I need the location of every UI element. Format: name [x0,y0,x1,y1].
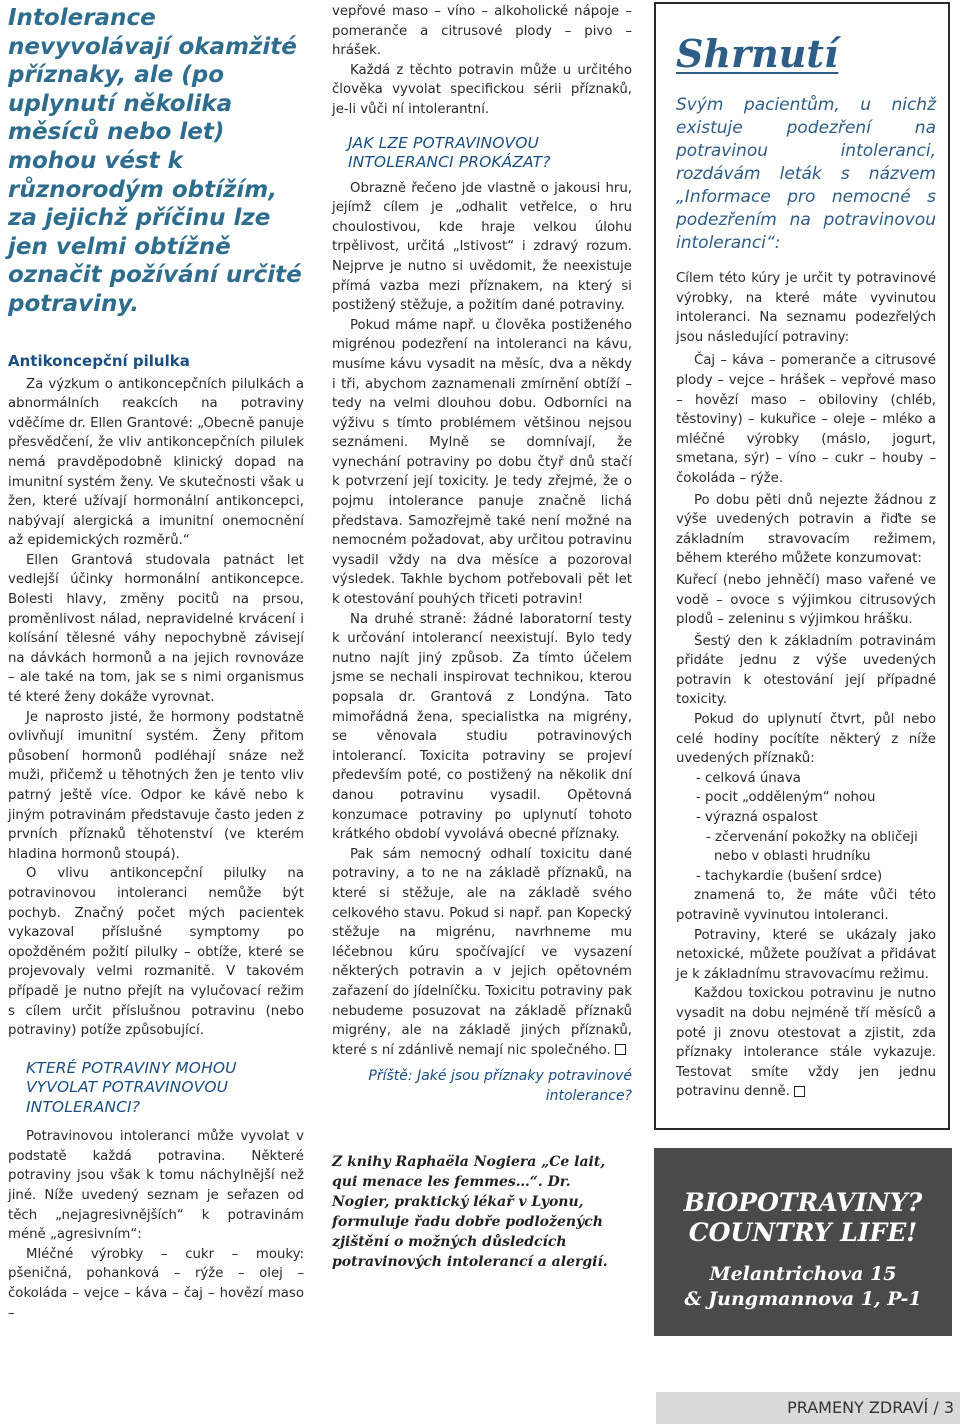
paragraph: Je naprosto jisté, že hormony podstatně ovlivňují imunitní systém. Ženy přitom působení hormonů podléhají snáze než muži, přičemž u těhotných žen je tento vliv patrný ještě více. Odpor ke kávě nebo k jiným potravinám představuje často jeden z prvních příznaků těhotenství (ve kterém hladina hormonů stoupá). [8,709,304,862]
section-heading-which-foods: KTERÉ POTRAVINY MOHOU VYVOLAT POTRAVINOVOU INTOLERANCI? [26,1058,237,1116]
paragraph [332,845,632,1061]
section-heading-contraceptive: Antikoncepční pilulka [8,351,190,370]
paragraph: Kuřecí (nebo jehněčí) maso vařené ve vodě – ovoce s výjimkou citrusových plodů – zeleninu s výjimkou hrášku. [676,572,936,628]
paragraph: Šestý den k základním potravinám přidáte jednu z výše uvedených potravin k otestování její případné toxicity. [676,633,936,708]
advertisement-box [654,1148,952,1336]
column-middle [332,0,632,1272]
list-item: - tachykardie (bušení srdce) [696,868,883,884]
summary-title: Shrnutí [676,31,839,76]
list-item: - výrazná ospalost [696,810,818,826]
ad-address [654,1248,952,1312]
list-item: - celková únava [696,770,801,786]
summary-lead: Svým pacientům, u nichž existuje podezření na potravinou intoleranci, rozdávám leták s názvem „Informace pro nemocné s podezřením na potravinovou intoleranci“: [676,95,936,253]
book-source-note: Z knihy Raphaëla Nogiera „Ce lait, qui menace les femmes…“. Dr. Nogier, praktický lékař v Lyonu, formuluje řadu dobře podložených zjištění o možných důsledcích potravinových intolerancí a alergií. [332,1154,608,1271]
summary-box [654,2,950,1130]
paragraph: Ellen Grantová studovala patnáct let vedlejší účinky hormonální antikoncepce. Bolesti hlavy, změny pocitů na prsou, proměnlivost nálad, nepravidelné krvácení i kolísání tělesné váhy nepochybně závisejí na dávkách hormonů a na jejich rovnováze – ale také na tom, jak se s nimi organismus té které ženy dokáže vyrovnat. [8,552,304,706]
page-footer-label: PRAMENY ZDRAVÍ / 3 [787,1398,954,1417]
end-mark-icon [794,1086,805,1097]
symptom-list [696,769,936,887]
ad-headline [654,1148,952,1248]
ad-line-1: BIOPOTRAVINY? [683,1188,923,1217]
column-left [8,0,304,1323]
ad-line-3: Melantrichova 15 [709,1263,897,1285]
paragraph: znamená to, že máte vůči této potravině vyvinutou intoleranci. [676,888,936,923]
paragraph: Pokud máme např. u člověka postiženého migrénou podezření na intoleranci na kávu, musíme kávu vysadit na měsíc, dva a někdy i tři, abychom zaznamenali zmírnění obtíží – tedy na velmi dlouhou dobu. Odborníci na výživu s tímto problémem většinou nejsou seznámeni. Mylně se domnívají, že vynechání potraviny po dobu čtyř dnů stačí k potvrzení její toxicity. Je tedy zřejmé, že o pojmu intolerance panuje značně lichá představa. Samozřejmě také není možné na nemocném požadovat, aby určitou potravinu vysadil vždy na dva měsíce a pozoroval výsledek. Takhle bychom potřebovali pět let k otestování pouhých třiceti potravin! [332,317,632,608]
paragraph: O vlivu antikoncepční pilulky na potravinovou intoleranci nemůže být pochyb. Značný počet mých pacientek vykazoval příslušné symptomy po opožděném požití pilulky – obtíže, které se projevovaly velmi rozmanitě. V takovém případě je nutno přejít na vylučovací režim s cílem určit příslušnou potravinu (nebo potraviny) potíže způsobující. [8,866,304,1039]
paragraph: Obrazně řečeno jde vlastně o jakousi hru, jejímž cílem je „odhalit vetřelce, o hru choulostivou, kde hraje velkou úlohu trpělivost, určitá „lstivost“ i zdravý rozum. Nejprve je nutno si uvědomit, že neexistuje přímá vazba mezi příznakem, na který si postižený stěžuje, a požitím dané potraviny. [332,180,632,314]
paragraph: Pokud do uplynutí čtvrt, půl nebo celé hodiny pocítíte některý z níže uvedených příznaků: [676,712,936,767]
paragraph: Mléčné výrobky – cukr – mouky: pšeničná, pohanková – rýže – olej – čokoláda – vejce – káva – čaj – hovězí maso – [8,1246,304,1321]
intro-lead: Intolerance nevyvolávají okamžité příznaky, ale (po uplynutí několika měsíců nebo let) mohou vést k různorodým obtížím, za jejichž příčinu lze jen velmi obtížně označit požívání určité potraviny. [8,5,302,317]
paragraph: Potraviny, které se ukázaly jako netoxické, můžete používat a přidávat je k základnímu stravovacímu režimu. [676,927,936,982]
section-heading-how-to-prove: JAK LZE POTRAVINOVOU INTOLERANCI PROKÁZAT? [348,133,551,172]
next-issue-note: Příště: Jaké jsou příznaky potravinové intolerance? [368,1068,632,1105]
list-item: - pocit „odděleným“ nohou [696,790,876,806]
paragraph [676,984,936,1102]
page-footer [656,1392,960,1424]
list-item: - zčervenání pokožky na obličeji nebo v oblasti hrudníku [706,829,918,865]
paragraph: Čaj – káva – pomeranče a citrusové plody – vejce – hrášek – vepřové maso – hovězí maso – obiloviny (chléb, těstoviny) – kukuřice – oleje – mléko a mléčné výrobky (máslo, jogurt, smetana, sýr) – víno – cukr – houby – čokoláda – rýže. [676,353,936,486]
ad-line-2: COUNTRY LIFE! [688,1218,918,1247]
end-mark-icon [615,1044,626,1055]
paragraph: Na druhé straně: žádné laboratorní testy k určování intolerancí neexistují. Bylo tedy nutno najít jiný způsob. Za tímto účelem jsme se nechali inspirovat technikou, kterou popsala dr. Grantová z Londýna. Tato mimořádná žena, specialistka na migrény, se věnovala studiu potravinových intolerancí. Toxicita potraviny se projeví především poté, co postižený na několik dní danou potravinu vysadil. Opětovná konzumace potraviny po uplynutí tohoto krátkého období vyvolává obecné příznaky. [332,611,632,843]
paragraph-text: Pak sám nemocný odhalí toxicitu dané potraviny, a to ne na základě příznaků, na které si stěžuje, ale na základě svého celkového stavu. Pokud si např. pan Kopecký stěžuje na migrénu, navrhneme mu léčebnou kúru spočívající ve vysazení některých potravin a v jejich opětovném zařazení do jídelníčku. Toxicitu potraviny pak nebudeme posuzovat na základě příznaků migrény, ale na základě jiných příznaků, které s ní zdánlivě nemají nic společného. [332,846,632,1058]
ad-line-4: & Jungmannova 1, P-1 [684,1288,922,1310]
paragraph: Potravinovou intoleranci může vyvolat v podstatě každá potravina. Některé potraviny jsou však k tomu náchylnější než jiné. Níže uvedený seznam je seřazen od těch „nejagresivnějších“ k potravinám méně „agresivním“: [8,1129,304,1243]
paragraph: Po dobu pěti dnů nejezte žádnou z výše uvedených potravin a řiďte se základním stravovacím režimem, během kterého můžete konzumovat: [676,492,936,567]
paragraph-text: Každou toxickou potravinu je nutno vysadit na dobu nejméně tří měsíců a poté ji znovu otestovat a zjistit, zda příznaky intolerance stále vykazuje. Testovat smíte vždy jen jednu potravinu denně. [676,986,936,1100]
paragraph: Cílem této kúry je určit ty potravinové výrobky, na které máte vyvinutou intoleranci. Na seznamu podezřelých jsou následující potraviny: [676,271,936,345]
paragraph: vepřové maso – víno – alkoholické nápoje – pomeranče a citrusové plody – pivo – hrášek. [332,4,632,59]
paragraph: Za výzkum o antikoncepčních pilulkách a abnormálních reakcích na potraviny vděčíme dr. Ellen Grantové: „Obecně panuje přesvědčení, že vliv antikoncepčních pilulek nemá pravděpodobně klinický dopad na imunitní systém ženy. Ve skutečnosti však u žen, které užívají hormonální antikoncepci, nabývají alergická a imunitní onemocnění až epidemických rozměrů.“ [8,376,304,549]
paragraph: Každá z těchto potravin může u určitého člověka vyvolat specifickou sérii příznaků, je-li vůči ní intolerantní. [332,62,632,117]
